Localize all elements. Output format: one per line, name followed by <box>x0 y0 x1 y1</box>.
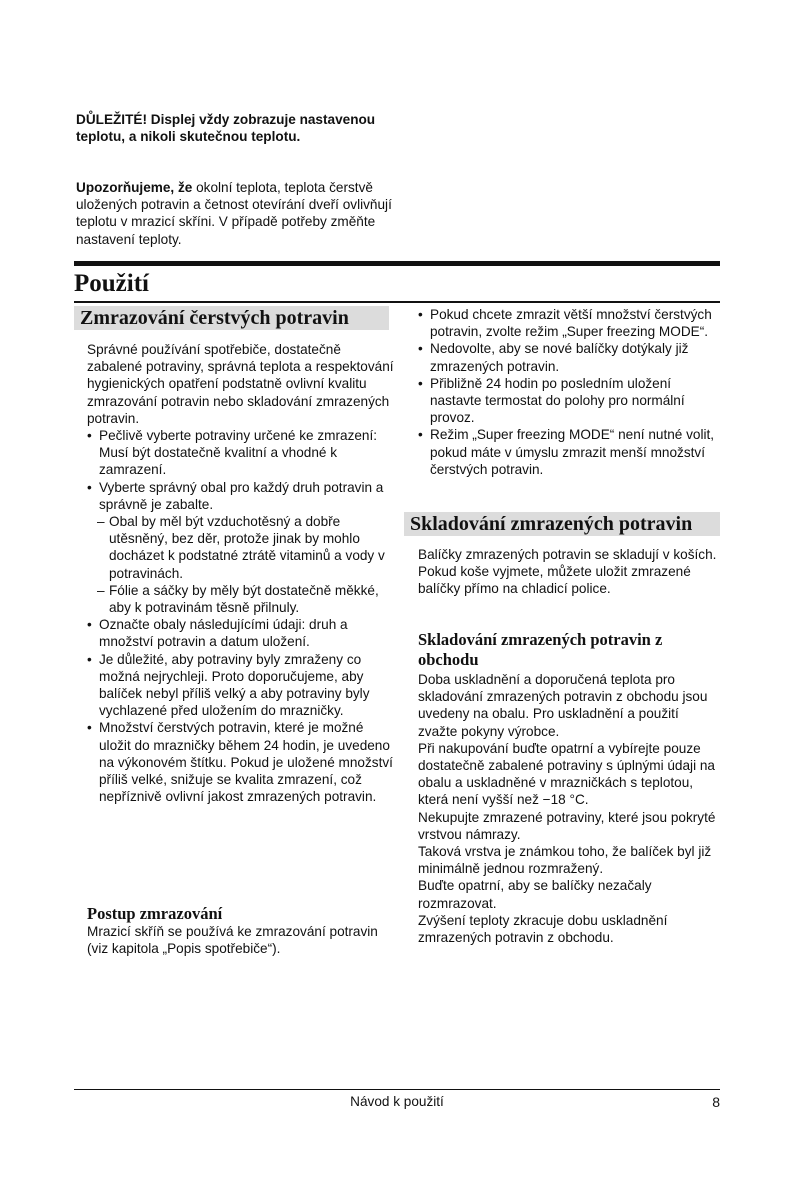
shop-storage-line: Taková vrstva je známkou toho, že balíček byl již minimálně jednou rozmražený. <box>418 844 712 877</box>
freezing-bullets <box>87 427 397 805</box>
section-title: Použití <box>74 270 149 297</box>
storage-heading: Skladování zmrazených potravin <box>404 512 720 536</box>
footer-rule <box>74 1089 720 1090</box>
section-top-rule <box>74 261 720 266</box>
page-number: 8 <box>712 1094 720 1110</box>
shop-storage-line: Nekupujte zmrazené potraviny, které jsou pokryté vrstvou námrazy. <box>418 809 716 842</box>
right-bullets <box>418 306 720 478</box>
list-item: • Množství čerstvých potravin, které je možné uložit do mrazničky během 24 hodin, je uvedeno na výkonovém štítku. Pokud je uložené množství příliš velké, snižuje se kvalita zmrazení, což nepříznivě ovlivní jakost zmrazených potravin. <box>87 720 393 805</box>
footer-title: Návod k použití <box>350 1094 444 1109</box>
list-item: • Označte obaly následujícími údaji: druh a množství potravin a datum uložení. <box>87 617 348 650</box>
list-item: • Vyberte správný obal pro každý druh potravin a správně je zabalte. <box>87 479 384 512</box>
list-subitem: – Obal by měl být vzduchotěsný a dobře utěsněný, bez děr, protože jinak by mohlo docházet k podstatné ztrátě vitaminů a vody v potravinách. <box>97 514 385 581</box>
list-item: • Je důležité, aby potraviny byly zmraženy co možná nejrychleji. Proto doporučujeme, aby balíček nebyl příliš velký a aby potraviny byly vychlazené před uložením do mrazničky. <box>87 651 370 719</box>
freezing-heading: Zmrazování čerstvých potravin <box>74 306 389 330</box>
list-item: • Pečlivě vyberte potraviny určené ke zmrazení: Musí být dostatečně kvalitní a vhodné k zamrazení. <box>87 428 378 478</box>
shop-storage-line: Doba uskladnění a doporučená teplota pro skladování zmrazených potravin z obchodu jsou uvedeny na obalu. Pro uskladnění a použití zvažte pokyny výrobce. <box>418 672 708 739</box>
storage-body <box>418 546 720 598</box>
procedure-heading: Postup zmrazování <box>87 904 223 923</box>
list-subitem: – Fólie a sáčky by měly být dostatečně měkké, aby k potravinám těsně přilnuly. <box>97 582 379 616</box>
temperature-note <box>76 179 396 248</box>
shop-storage-heading: Skladování zmrazených potravin z obchodu <box>418 630 663 669</box>
freezing-paragraph: Správné používání spotřebiče, dostatečně zabalené potraviny, správná teplota a respektování hygienických opatření podstatně ovlivní kvalitu zmrazování potravin nebo skladování zmrazených potravin. <box>87 342 394 426</box>
list-item: • Pokud chcete zmrazit větší množství čerstvých potravin, zvolte režim „Super freezing MODE“. <box>418 307 712 340</box>
storage-text-2: Pokud koše vyjmete, můžete uložit zmrazené balíčky přímo na chladicí police. <box>418 564 691 597</box>
temperature-note-lead: Upozorňujeme, že <box>76 180 193 195</box>
freezing-body <box>87 341 397 805</box>
shop-storage-line: Při nakupování buďte opatrní a vybírejte pouze dostatečně zabalené potraviny s úplnými údaji na obalu a uskladněné v mrazničkách s teplotou, která není vyšší než −18 °C. <box>418 740 715 808</box>
list-item: • Nedovolte, aby se nové balíčky dotýkaly již zmrazených potravin. <box>418 341 689 374</box>
shop-storage-body <box>418 671 720 946</box>
storage-text-1: Balíčky zmrazených potravin se skladují v koších. <box>418 547 717 562</box>
shop-storage-line: Zvýšení teploty zkracuje dobu uskladnění zmrazených potravin z obchodu. <box>418 912 668 946</box>
procedure-text: Mrazicí skříň se používá ke zmrazování potravin (viz kapitola „Popis spotřebiče“). <box>87 924 378 957</box>
section-underline <box>74 301 720 303</box>
list-item: • Přibližně 24 hodin po posledním uložení nastavte termostat do polohy pro normální provoz. <box>418 375 685 426</box>
list-item: • Režim „Super freezing MODE“ není nutné volit, pokud máte v úmyslu zmrazit menší množství čerstvých potravin. <box>418 427 715 477</box>
temperature-note-text: okolní teplota, teplota čerstvě uložených potravin a četnost otevírání dveří ovlivňují teplotu v mrazicí skříni. V případě potřeby změňte nastavení teploty. <box>76 180 392 247</box>
shop-storage-line: Buďte opatrní, aby se balíčky nezačaly rozmrazovat. <box>418 878 652 911</box>
important-note: DŮLEŽITÉ! Displej vždy zobrazuje nastavenou teplotu, a nikoli skutečnou teplotu. <box>76 112 376 145</box>
